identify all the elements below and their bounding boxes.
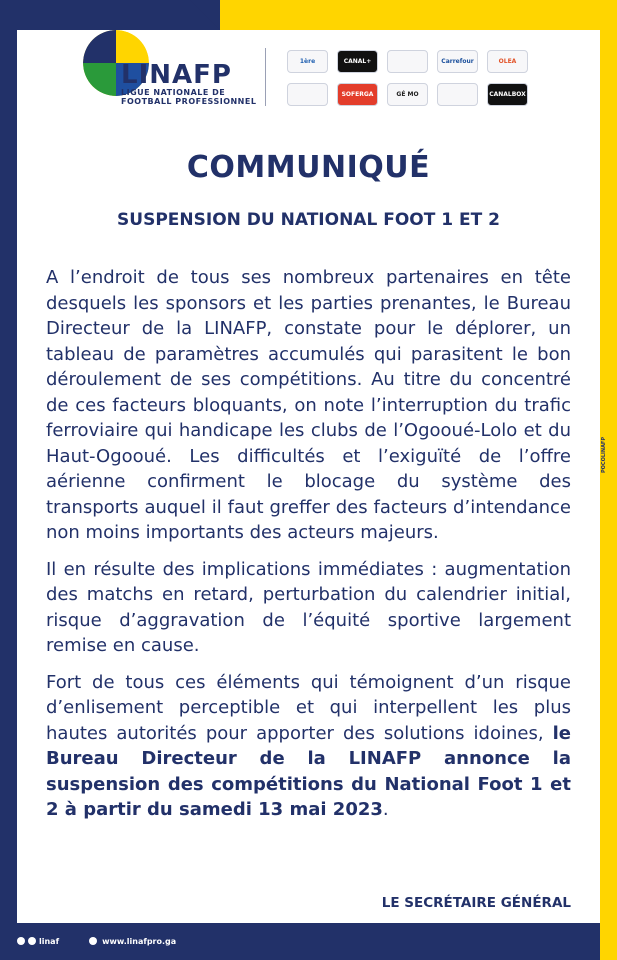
page-subtitle: SUSPENSION DU NATIONAL FOOT 1 ET 2 xyxy=(117,210,500,230)
logo-wordmark: LINAFP xyxy=(121,60,232,90)
paragraph-1: A l’endroit de tous ses nombreux partenaires en tête desquels les sponsors et les parties prenantes, le Bureau Directeur de la LINAFP, constate pour le déplorer, un tableau de paramètres accumulés qui parasitent le bon déroulement de ses compétitions. Au titre du concentré de ces facteurs bloquants, on note l’interruption du trafic ferroviaire qui handicape les clubs de l’Ogooué-Lolo et du Haut-Ogooué. Les difficultés et l’exiguïté de l’offre aérienne confirment le blocage du système des transports auquel il faut greffer des facteurs d’intendance non moins importants des acteurs majeurs. xyxy=(46,267,571,543)
sponsor-logo-2: CANAL+ xyxy=(337,50,378,73)
logo-subtitle-line2: FOOTBALL PROFESSIONNEL xyxy=(121,97,257,106)
facebook-icon[interactable] xyxy=(17,937,25,945)
frame-left-band xyxy=(0,0,17,960)
sponsor-logo-5: OLEA xyxy=(487,50,528,73)
suspension-date: samedi 13 mai 2023 xyxy=(179,799,383,820)
sponsor-logos xyxy=(287,50,535,110)
sponsor-logo-6 xyxy=(287,83,328,106)
paragraph-3-announcement: le Bureau Directeur de la LINAFP annonce la suspension des compétitions du National Foot 1 et 2 à partir du xyxy=(46,722,571,820)
sponsor-logo-3 xyxy=(387,50,428,73)
paragraph-3 xyxy=(46,670,571,823)
footer xyxy=(17,931,176,951)
signature: LE SECRÉTAIRE GÉNÉRAL xyxy=(381,895,571,911)
twitter-icon[interactable] xyxy=(28,937,36,945)
website-link[interactable]: www.linafpro.ga xyxy=(102,936,177,946)
logo-subtitle-line1: LIGUE NATIONALE DE xyxy=(121,88,226,97)
side-tag: POCOLINAFP xyxy=(601,437,607,474)
sponsor-logo-9 xyxy=(437,83,478,106)
linafp-logo xyxy=(83,30,258,110)
header-divider xyxy=(265,48,266,106)
sponsor-logo-1: 1ère xyxy=(287,50,328,73)
globe-icon xyxy=(89,937,97,945)
paragraph-2: Il en résulte des implications immédiates : augmentation des matchs en retard, perturbation du calendrier initial, risque d’aggravation de l’équité sportive largement remise en cause. xyxy=(46,558,571,656)
page-title: COMMUNIQUÉ xyxy=(186,150,431,185)
paragraph-3-end: . xyxy=(382,799,389,820)
communique-body xyxy=(46,265,571,834)
frame-top-navy xyxy=(0,0,220,30)
social-handle[interactable]: linaf xyxy=(39,936,60,946)
frame-top-wedge xyxy=(190,0,220,30)
frame-top-band xyxy=(220,0,617,30)
frame-bottom-corner xyxy=(600,923,617,960)
sponsor-logo-10: CANALBOX xyxy=(487,83,528,106)
sponsor-logo-7: SOFERGA xyxy=(337,83,378,106)
sponsor-logo-4: Carrefour xyxy=(437,50,478,73)
paragraph-3-start: Fort de tous ces éléments qui témoignent d’un risque d’enlisement perceptible et qui interpellent les plus hautes autorités pour apporter des solutions idoines, xyxy=(46,671,571,744)
sponsor-logo-8: GÉ MO xyxy=(387,83,428,106)
